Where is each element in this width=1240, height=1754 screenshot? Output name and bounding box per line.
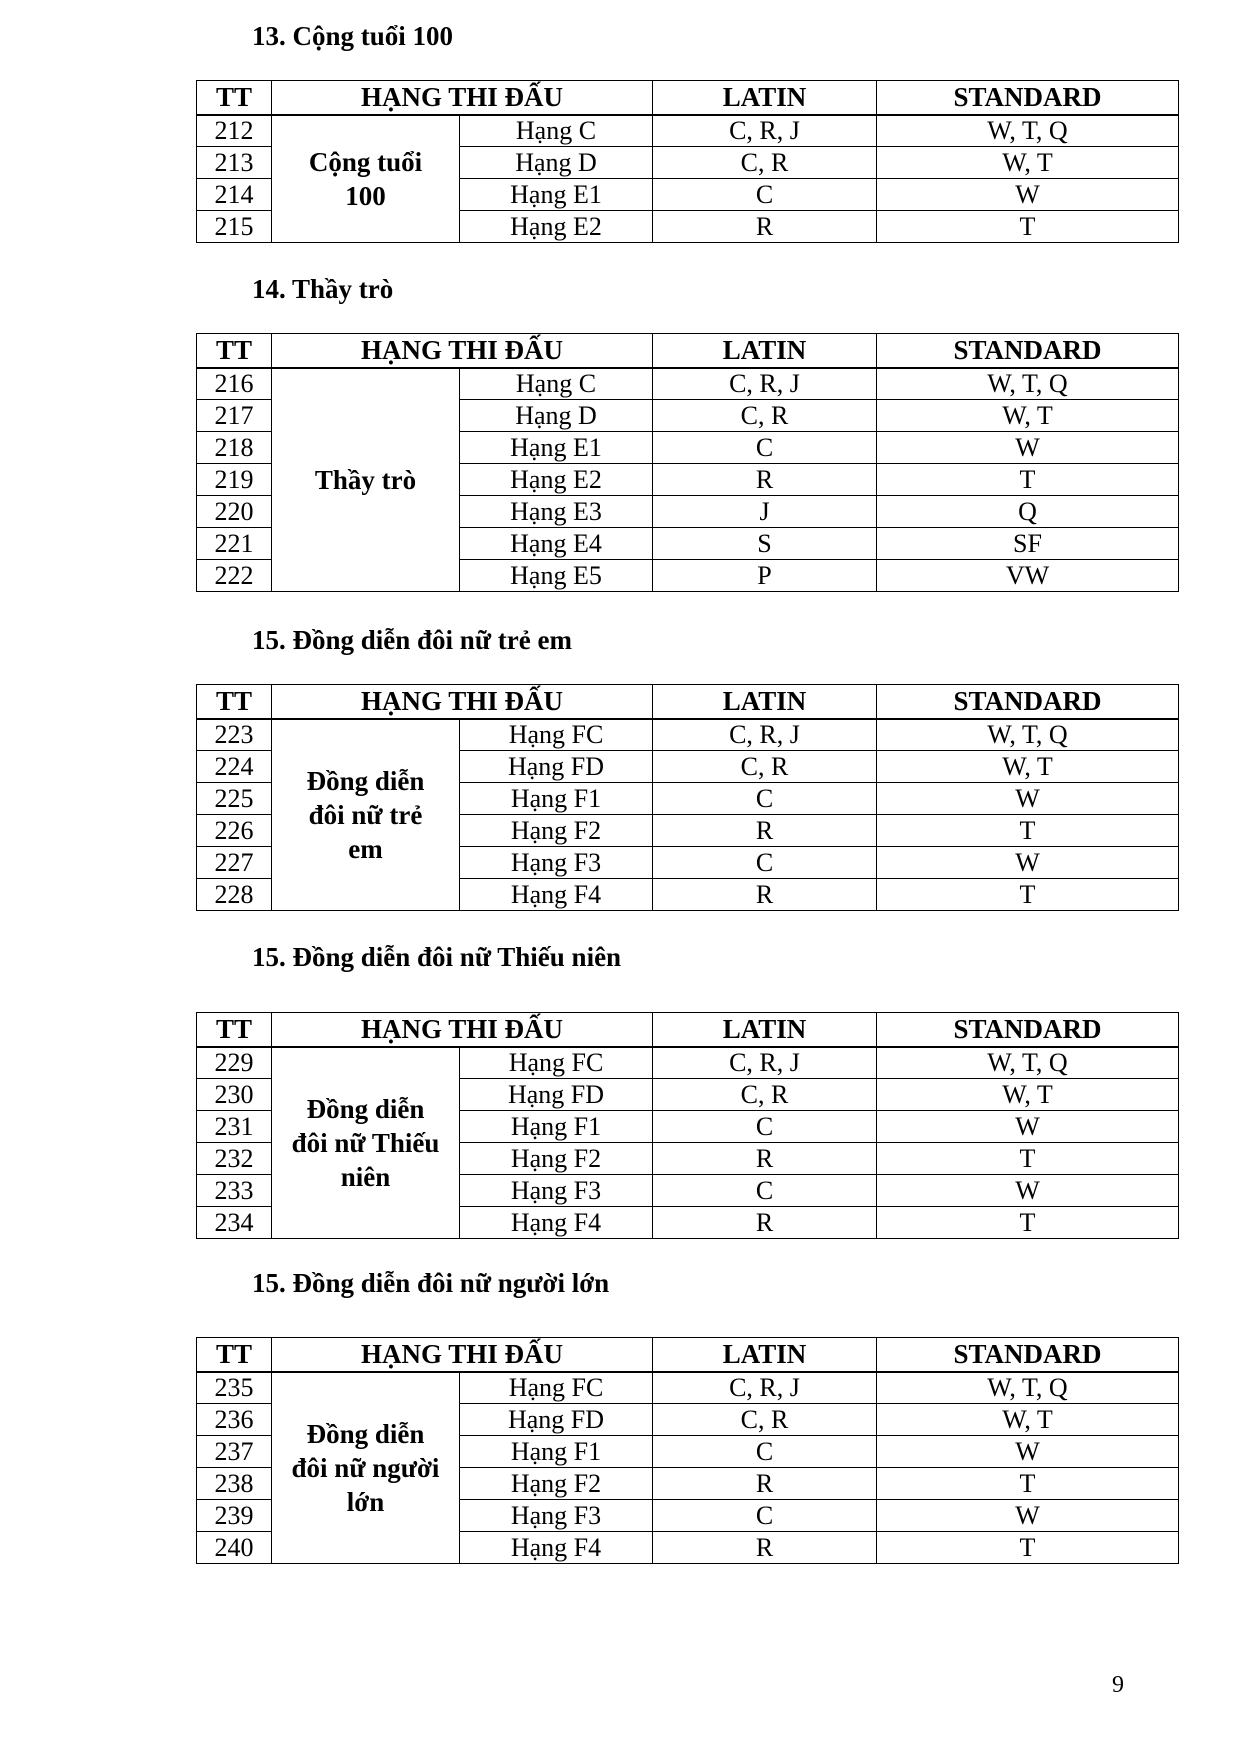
cell-tt: 238 (197, 1468, 272, 1500)
cell-latin: C (653, 783, 877, 815)
header-latin: LATIN (653, 81, 877, 115)
cell-tt: 214 (197, 179, 272, 211)
cell-standard: T (877, 1532, 1179, 1564)
cell-standard: T (877, 815, 1179, 847)
group-label-line: Đồng diễn (306, 1418, 425, 1449)
cell-hang: Hạng C (460, 115, 653, 147)
cell-latin: R (653, 464, 877, 496)
cell-standard: T (877, 1468, 1179, 1500)
header-tt: TT (197, 334, 272, 368)
cell-tt: 236 (197, 1404, 272, 1436)
cell-standard: T (877, 1207, 1179, 1239)
header-hang-thi-dau: HẠNG THI ĐẤU (272, 1338, 653, 1372)
cell-hang: Hạng E5 (460, 560, 653, 592)
cell-tt: 227 (197, 847, 272, 879)
cell-tt: 234 (197, 1207, 272, 1239)
header-tt: TT (197, 81, 272, 115)
cell-hang: Hạng F1 (460, 1436, 653, 1468)
header-hang-thi-dau: HẠNG THI ĐẤU (272, 685, 653, 719)
cell-tt: 237 (197, 1436, 272, 1468)
cell-standard: W (877, 1175, 1179, 1207)
cell-latin: C, R (653, 751, 877, 783)
cell-hang: Hạng F4 (460, 1532, 653, 1564)
cell-standard: W, T, Q (877, 1047, 1179, 1079)
cell-hang: Hạng D (460, 147, 653, 179)
header-latin: LATIN (653, 1013, 877, 1047)
cell-standard: W (877, 1500, 1179, 1532)
cell-latin: J (653, 496, 877, 528)
cell-latin: R (653, 815, 877, 847)
cell-latin: C, R, J (653, 368, 877, 400)
cell-tt: 223 (197, 719, 272, 751)
group-label-line: đôi nữ trẻ (308, 799, 423, 830)
cell-standard: T (877, 1143, 1179, 1175)
cell-tt: 232 (197, 1143, 272, 1175)
group-label (272, 1047, 460, 1239)
cell-standard: T (877, 464, 1179, 496)
section-title: 13. Cộng tuổi 100 (252, 21, 454, 51)
cell-hang: Hạng E2 (460, 464, 653, 496)
group-label (272, 368, 460, 592)
cell-latin: C, R, J (653, 1372, 877, 1404)
cell-hang: Hạng D (460, 400, 653, 432)
cell-standard: W, T (877, 751, 1179, 783)
cell-hang: Hạng FC (460, 1372, 653, 1404)
cell-standard: W (877, 783, 1179, 815)
cell-standard: SF (877, 528, 1179, 560)
cell-tt: 222 (197, 560, 272, 592)
header-row (197, 81, 1179, 115)
cell-latin: C (653, 847, 877, 879)
header-hang-thi-dau: HẠNG THI ĐẤU (272, 81, 653, 115)
cell-standard: W (877, 847, 1179, 879)
cell-tt: 229 (197, 1047, 272, 1079)
cell-hang: Hạng E3 (460, 496, 653, 528)
table-row (197, 115, 1179, 147)
cell-hang: Hạng F3 (460, 1175, 653, 1207)
cell-tt: 231 (197, 1111, 272, 1143)
cell-hang: Hạng F2 (460, 1468, 653, 1500)
cell-latin: C, R (653, 147, 877, 179)
cell-tt: 216 (197, 368, 272, 400)
schedule-table (196, 1337, 1179, 1564)
cell-tt: 213 (197, 147, 272, 179)
cell-tt: 220 (197, 496, 272, 528)
cell-standard: W, T, Q (877, 719, 1179, 751)
cell-latin: C (653, 1111, 877, 1143)
section-title: 14. Thầy trò (252, 274, 394, 304)
cell-standard: W, T (877, 147, 1179, 179)
cell-latin: C, R, J (653, 719, 877, 751)
cell-latin: C, R (653, 400, 877, 432)
header-latin: LATIN (653, 685, 877, 719)
header-row (197, 1013, 1179, 1047)
header-hang-thi-dau: HẠNG THI ĐẤU (272, 334, 653, 368)
cell-tt: 224 (197, 751, 272, 783)
cell-latin: R (653, 211, 877, 243)
cell-standard: T (877, 211, 1179, 243)
cell-hang: Hạng F2 (460, 815, 653, 847)
schedule-table (196, 684, 1179, 911)
group-label-line: Thầy trò (314, 464, 417, 495)
cell-tt: 217 (197, 400, 272, 432)
cell-standard: W (877, 432, 1179, 464)
cell-hang: Hạng FC (460, 719, 653, 751)
group-label-line: Đồng diễn (306, 1093, 425, 1124)
header-tt: TT (197, 685, 272, 719)
cell-standard: W, T, Q (877, 1372, 1179, 1404)
cell-latin: R (653, 879, 877, 911)
cell-latin: C (653, 1500, 877, 1532)
group-label (272, 1372, 460, 1564)
table-row (197, 1372, 1179, 1404)
cell-latin: C, R, J (653, 115, 877, 147)
cell-latin: C, R (653, 1404, 877, 1436)
cell-latin: C (653, 1436, 877, 1468)
table-row (197, 1047, 1179, 1079)
cell-hang: Hạng E1 (460, 179, 653, 211)
header-standard: STANDARD (877, 1013, 1179, 1047)
cell-standard: W, T, Q (877, 368, 1179, 400)
cell-hang: Hạng FC (460, 1047, 653, 1079)
header-latin: LATIN (653, 334, 877, 368)
group-label-line: Đồng diễn (306, 765, 425, 796)
header-tt: TT (197, 1013, 272, 1047)
cell-tt: 218 (197, 432, 272, 464)
cell-tt: 225 (197, 783, 272, 815)
group-label-line: em (348, 833, 383, 864)
cell-hang: Hạng FD (460, 1079, 653, 1111)
section-title: 15. Đồng diễn đôi nữ trẻ em (252, 625, 572, 655)
cell-standard: VW (877, 560, 1179, 592)
cell-standard: W, T (877, 1404, 1179, 1436)
cell-tt: 228 (197, 879, 272, 911)
cell-tt: 212 (197, 115, 272, 147)
cell-standard: W, T (877, 400, 1179, 432)
group-label (272, 115, 460, 243)
cell-tt: 240 (197, 1532, 272, 1564)
cell-hang: Hạng F4 (460, 1207, 653, 1239)
group-label (272, 719, 460, 911)
cell-hang: Hạng C (460, 368, 653, 400)
header-latin: LATIN (653, 1338, 877, 1372)
schedule-table (196, 333, 1179, 592)
cell-standard: W (877, 179, 1179, 211)
cell-standard: W, T (877, 1079, 1179, 1111)
cell-hang: Hạng F4 (460, 879, 653, 911)
cell-latin: C (653, 1175, 877, 1207)
cell-hang: Hạng F3 (460, 847, 653, 879)
cell-tt: 219 (197, 464, 272, 496)
cell-tt: 226 (197, 815, 272, 847)
schedule-table (196, 1012, 1179, 1239)
cell-standard: W (877, 1111, 1179, 1143)
table-row (197, 719, 1179, 751)
cell-latin: C (653, 432, 877, 464)
header-row (197, 685, 1179, 719)
group-label-line: đôi nữ người (291, 1452, 440, 1483)
cell-standard: T (877, 879, 1179, 911)
cell-tt: 221 (197, 528, 272, 560)
cell-hang: Hạng F3 (460, 1500, 653, 1532)
cell-latin: P (653, 560, 877, 592)
page-number: 9 (1112, 1672, 1124, 1698)
cell-hang: Hạng E1 (460, 432, 653, 464)
cell-hang: Hạng F2 (460, 1143, 653, 1175)
cell-tt: 230 (197, 1079, 272, 1111)
header-tt: TT (197, 1338, 272, 1372)
cell-tt: 233 (197, 1175, 272, 1207)
cell-hang: Hạng F1 (460, 1111, 653, 1143)
cell-standard: Q (877, 496, 1179, 528)
header-row (197, 1338, 1179, 1372)
cell-latin: R (653, 1207, 877, 1239)
header-standard: STANDARD (877, 685, 1179, 719)
schedule-table (196, 80, 1179, 243)
cell-latin: C, R (653, 1079, 877, 1111)
cell-hang: Hạng E2 (460, 211, 653, 243)
header-row (197, 334, 1179, 368)
cell-hang: Hạng F1 (460, 783, 653, 815)
cell-latin: R (653, 1532, 877, 1564)
section-title: 15. Đồng diễn đôi nữ Thiếu niên (252, 942, 622, 972)
cell-hang: Hạng FD (460, 1404, 653, 1436)
cell-latin: C (653, 179, 877, 211)
cell-latin: C, R, J (653, 1047, 877, 1079)
section-title: 15. Đồng diễn đôi nữ người lớn (252, 1268, 610, 1298)
header-standard: STANDARD (877, 1338, 1179, 1372)
cell-tt: 235 (197, 1372, 272, 1404)
cell-hang: Hạng FD (460, 751, 653, 783)
cell-standard: W, T, Q (877, 115, 1179, 147)
group-label-line: đôi nữ Thiếu (291, 1127, 440, 1158)
cell-latin: R (653, 1468, 877, 1500)
group-label-line: niên (340, 1161, 391, 1192)
group-label-line: 100 (345, 180, 386, 211)
cell-tt: 215 (197, 211, 272, 243)
header-hang-thi-dau: HẠNG THI ĐẤU (272, 1013, 653, 1047)
group-label-line: lớn (346, 1486, 385, 1517)
cell-hang: Hạng E4 (460, 528, 653, 560)
cell-standard: W (877, 1436, 1179, 1468)
header-standard: STANDARD (877, 81, 1179, 115)
cell-latin: R (653, 1143, 877, 1175)
cell-latin: S (653, 528, 877, 560)
group-label-line: Cộng tuổi (308, 146, 423, 177)
cell-tt: 239 (197, 1500, 272, 1532)
table-row (197, 368, 1179, 400)
header-standard: STANDARD (877, 334, 1179, 368)
